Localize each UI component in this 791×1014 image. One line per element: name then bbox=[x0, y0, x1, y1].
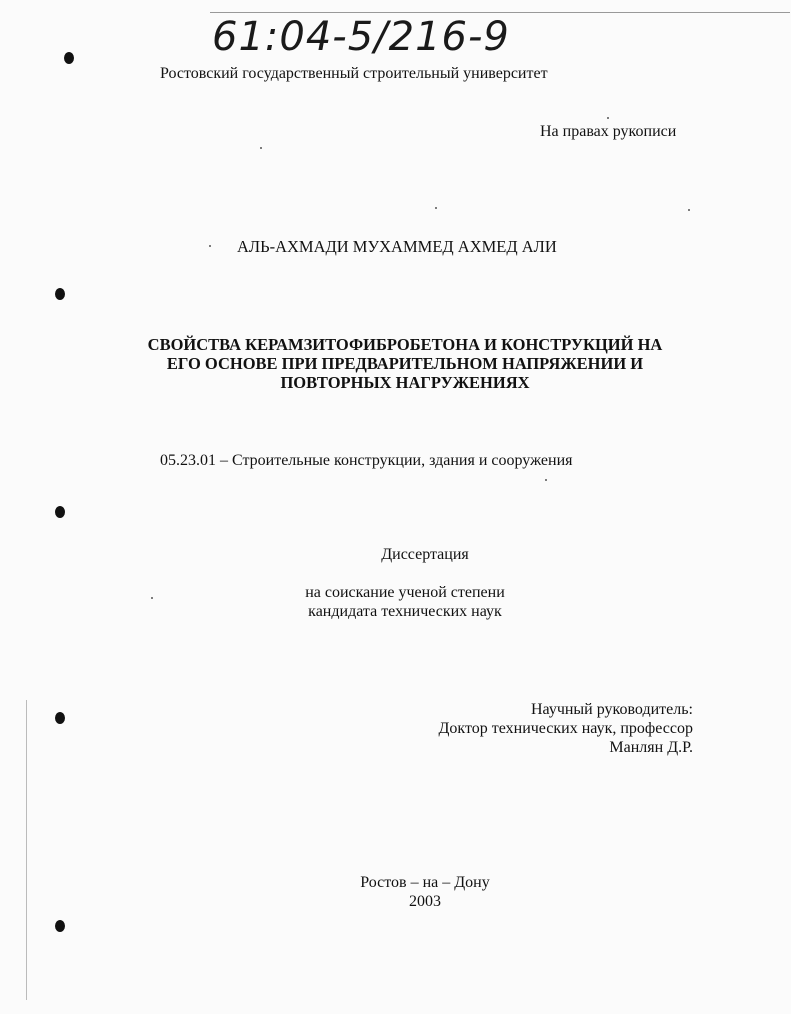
punch-hole bbox=[64, 52, 74, 64]
archive-code-handwritten bbox=[208, 6, 538, 62]
scan-speck bbox=[260, 147, 262, 149]
scan-speck bbox=[688, 209, 690, 211]
archive-code-text: 61:04-5/216-9 bbox=[212, 14, 510, 60]
year: 2003 bbox=[409, 893, 441, 910]
degree-line-2: кандидата технических наук bbox=[308, 603, 502, 620]
punch-hole bbox=[55, 920, 65, 932]
scan-speck bbox=[435, 207, 437, 209]
supervisor-name: Манлян Д.Р. bbox=[609, 739, 693, 756]
specialty-code: 05.23.01 – Строительные конструкции, здания и сооружения bbox=[160, 452, 573, 469]
punch-hole bbox=[55, 288, 65, 300]
supervisor-title: Доктор технических наук, профессор bbox=[438, 720, 693, 737]
degree-line-1: на соискание ученой степени bbox=[305, 584, 505, 601]
punch-hole bbox=[55, 506, 65, 518]
city: Ростов – на – Дону bbox=[360, 874, 490, 891]
punch-hole bbox=[55, 712, 65, 724]
rights-note: На правах рукописи bbox=[540, 123, 677, 140]
scan-speck bbox=[545, 479, 547, 481]
dissertation-title-line-2: ЕГО ОСНОВЕ ПРИ ПРЕДВАРИТЕЛЬНОМ НАПРЯЖЕНИИ И bbox=[166, 354, 644, 373]
supervisor-heading: Научный руководитель: bbox=[530, 701, 693, 718]
university-name: Ростовский государственный строительный университет bbox=[160, 65, 548, 82]
scan-speck bbox=[151, 597, 153, 599]
scan-edge-line bbox=[26, 700, 27, 1000]
scan-speck bbox=[607, 117, 609, 119]
dissertation-title-line-3: ПОВТОРНЫХ НАГРУЖЕНИЯХ bbox=[280, 373, 530, 392]
scan-speck bbox=[209, 245, 211, 247]
author-name: АЛЬ-АХМАДИ МУХАММЕД АХМЕД АЛИ bbox=[237, 237, 557, 256]
work-type: Диссертация bbox=[381, 546, 469, 563]
dissertation-title-line-1: СВОЙСТВА КЕРАМЗИТОФИБРОБЕТОНА И КОНСТРУКЦИЙ НА bbox=[147, 335, 663, 354]
